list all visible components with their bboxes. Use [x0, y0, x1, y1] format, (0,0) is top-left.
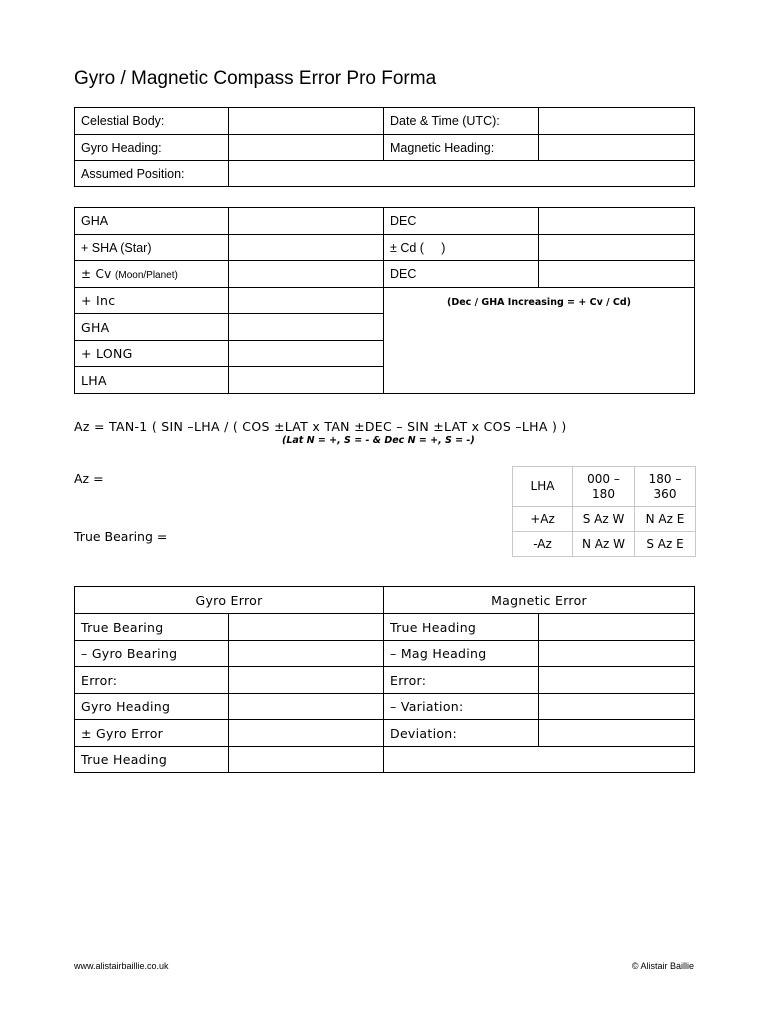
- magnetic-row-label: – Mag Heading: [384, 641, 539, 667]
- cv-prefix: ± Cv: [81, 267, 112, 281]
- gyro-row-field[interactable]: [229, 667, 384, 694]
- magnetic-row-label: Deviation:: [384, 720, 539, 747]
- magnetic-heading-field[interactable]: [539, 135, 695, 161]
- assumed-position-label: Assumed Position:: [75, 161, 229, 187]
- dec2-field[interactable]: [539, 261, 695, 288]
- quadrant-header-lha: LHA: [513, 467, 573, 507]
- table-row: [75, 641, 695, 667]
- formula-sign-note: (Lat N = +, S = - & Dec N = +, S = -): [282, 435, 475, 446]
- az-label: Az =: [74, 471, 104, 486]
- gyro-row-label: ± Gyro Error: [75, 720, 229, 747]
- cv-label: [75, 261, 229, 288]
- quadrant-cell: N Az W: [573, 532, 635, 557]
- quadrant-cell: N Az E: [635, 507, 696, 532]
- cd-field[interactable]: [539, 235, 695, 261]
- magnetic-row-label: – Variation:: [384, 694, 539, 720]
- magnetic-row-label: Error:: [384, 667, 539, 694]
- inc-field[interactable]: [229, 288, 384, 314]
- long-label: + LONG: [75, 341, 229, 367]
- magnetic-row-label: True Heading: [384, 614, 539, 641]
- magnetic-error-header: Magnetic Error: [384, 587, 695, 614]
- gha2-label: GHA: [75, 314, 229, 341]
- magnetic-row-field[interactable]: [539, 720, 695, 747]
- true-bearing-label: True Bearing =: [74, 529, 168, 544]
- gyro-row-label: Error:: [75, 667, 229, 694]
- footer-website: www.alistairbaillie.co.uk: [74, 961, 169, 971]
- celestial-body-field[interactable]: [229, 108, 384, 135]
- gyro-row-field[interactable]: [229, 694, 384, 720]
- dec2-label: DEC: [384, 261, 539, 288]
- cd-label: ± Cd ( ): [384, 235, 539, 261]
- assumed-position-field[interactable]: [229, 161, 695, 187]
- lha-label: LHA: [75, 367, 229, 394]
- table-row: [75, 614, 695, 641]
- quadrant-cell: +Az: [513, 507, 573, 532]
- sha-star-label: + SHA (Star): [75, 235, 229, 261]
- dec-field[interactable]: [539, 208, 695, 235]
- quadrant-cell: S Az W: [573, 507, 635, 532]
- quadrant-cell: -Az: [513, 532, 573, 557]
- quadrant-cell: S Az E: [635, 532, 696, 557]
- dec-label: DEC: [384, 208, 539, 235]
- gyro-heading-label: Gyro Heading:: [75, 135, 229, 161]
- date-time-field[interactable]: [539, 108, 695, 135]
- table-row: [75, 720, 695, 747]
- gyro-row-field[interactable]: [229, 614, 384, 641]
- inc-label: + Inc: [75, 288, 229, 314]
- azimuth-formula: Az = TAN-1 ( SIN –LHA / ( COS ±LAT x TAN ±DEC – SIN ±LAT x COS –LHA ) ): [74, 419, 567, 434]
- magnetic-row-field[interactable]: [539, 667, 695, 694]
- celestial-body-label: Celestial Body:: [75, 108, 229, 135]
- lha-field[interactable]: [229, 367, 384, 394]
- gha-field[interactable]: [229, 208, 384, 235]
- quadrant-table: [512, 466, 696, 557]
- table-row: [513, 507, 696, 532]
- magnetic-row-field[interactable]: [539, 641, 695, 667]
- gyro-row-label: True Heading: [75, 747, 229, 773]
- table-row: [75, 694, 695, 720]
- increasing-note: (Dec / GHA Increasing = + Cv / Cd): [447, 297, 631, 308]
- footer-copyright: © Alistair Baillie: [631, 961, 694, 971]
- gyro-row-label: Gyro Heading: [75, 694, 229, 720]
- gyro-row-field[interactable]: [229, 641, 384, 667]
- quadrant-header-180-360: 180 – 360: [635, 467, 696, 507]
- gha2-field[interactable]: [229, 314, 384, 341]
- magnetic-row-field[interactable]: [539, 614, 695, 641]
- header-table: [74, 107, 695, 187]
- quadrant-header-000-180: 000 – 180: [573, 467, 635, 507]
- date-time-label: Date & Time (UTC):: [384, 108, 539, 135]
- gyro-row-label: True Bearing: [75, 614, 229, 641]
- gyro-error-header: Gyro Error: [75, 587, 384, 614]
- page-title: Gyro / Magnetic Compass Error Pro Forma: [74, 68, 437, 89]
- magnetic-empty-cell: [384, 747, 695, 773]
- cv-note: (Moon/Planet): [115, 270, 178, 281]
- error-table: [74, 586, 695, 773]
- magnetic-heading-label: Magnetic Heading:: [384, 135, 539, 161]
- table-row: [75, 747, 695, 773]
- hour-angle-table: [74, 207, 695, 394]
- gyro-row-label: – Gyro Bearing: [75, 641, 229, 667]
- gyro-row-field[interactable]: [229, 747, 384, 773]
- gha-label: GHA: [75, 208, 229, 235]
- table-row: [513, 532, 696, 557]
- table-row: [75, 667, 695, 694]
- increasing-note-cell: [384, 288, 695, 394]
- gyro-heading-field[interactable]: [229, 135, 384, 161]
- cv-field[interactable]: [229, 261, 384, 288]
- long-field[interactable]: [229, 341, 384, 367]
- gyro-row-field[interactable]: [229, 720, 384, 747]
- sha-star-field[interactable]: [229, 235, 384, 261]
- magnetic-row-field[interactable]: [539, 694, 695, 720]
